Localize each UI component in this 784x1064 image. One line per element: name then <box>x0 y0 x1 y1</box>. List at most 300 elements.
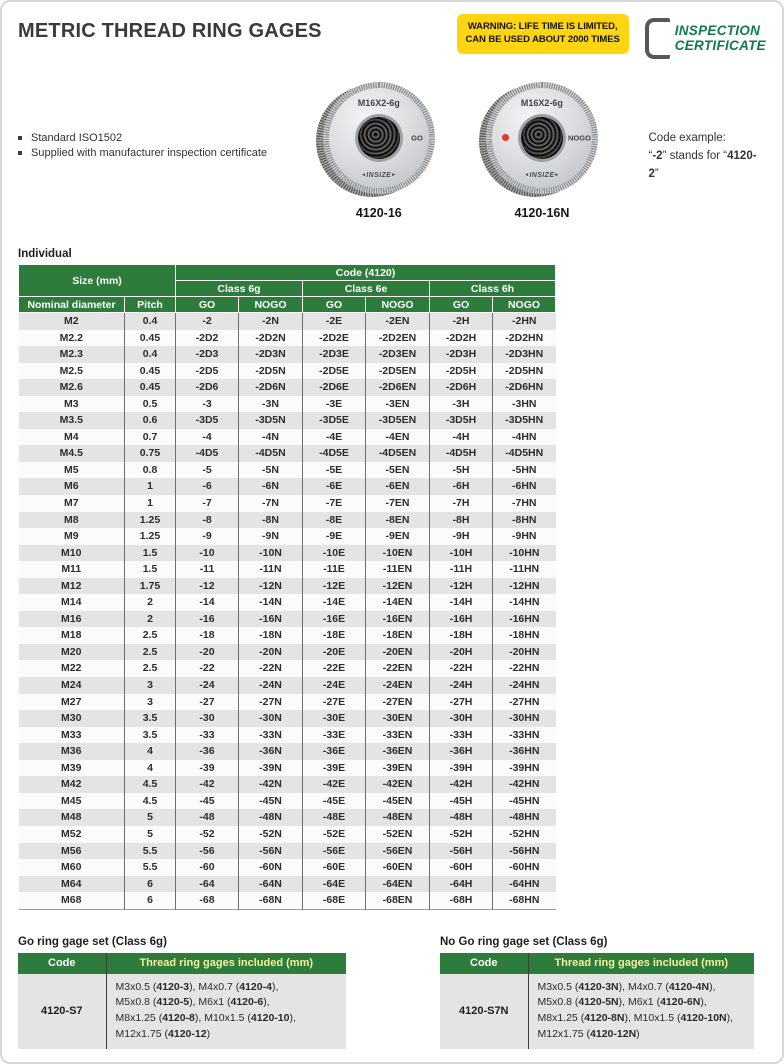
text-fragment: ” <box>654 167 659 180</box>
table-cell: -42E <box>303 776 366 793</box>
nogo-ring-photo <box>486 82 598 194</box>
text-fragment: ), M4x0.7 ( <box>618 980 669 993</box>
text-fragment: ), M4x0.7 ( <box>189 980 240 993</box>
table-cell: -22E <box>303 660 366 677</box>
ring-marking: M16X2-6g <box>520 98 563 108</box>
table-cell: -8E <box>303 512 366 529</box>
table-row <box>19 578 556 595</box>
table-cell: -56EN <box>366 843 430 860</box>
table-cell: -20EN <box>366 644 430 661</box>
table-cell: -8EN <box>366 512 430 529</box>
table-cell: -2D6HN <box>493 379 556 396</box>
table-cell: M45 <box>61 794 82 807</box>
table-cell: -33H <box>430 727 493 744</box>
table-row <box>19 710 556 727</box>
table-cell: -56 <box>176 843 239 860</box>
table-cell: -2D6E <box>303 379 366 396</box>
header-code: Code (4120) <box>176 265 556 281</box>
table-cell: -27HN <box>493 694 556 711</box>
table-cell: -7HN <box>493 495 556 512</box>
table-row <box>19 677 556 694</box>
code-fragment: 4120-12 <box>168 1027 207 1040</box>
table-cell: -22HN <box>493 660 556 677</box>
table-row <box>19 412 556 429</box>
header-right <box>457 14 766 59</box>
table-cell: -10HN <box>493 545 556 562</box>
table-cell: -2N <box>239 313 303 330</box>
table-cell: M14 <box>61 596 82 609</box>
table-cell: -42N <box>239 776 303 793</box>
table-row <box>19 760 556 777</box>
table-cell: M4.5 <box>59 447 83 460</box>
table-cell: -42HN <box>493 776 556 793</box>
table-cell: -68EN <box>366 892 430 909</box>
table-cell: -14N <box>239 594 303 611</box>
red-dot <box>502 134 509 141</box>
table-cell: -20H <box>430 644 493 661</box>
text-fragment: ), M6x1 ( <box>618 996 661 1009</box>
table-cell: -48 <box>176 809 239 826</box>
table-cell: -22H <box>430 660 493 677</box>
code-fragment: 4120-3 <box>156 980 190 993</box>
table-cell: M12 <box>61 579 82 592</box>
table-cell: -7 <box>176 495 239 512</box>
table-cell: -3D5HN <box>493 412 556 429</box>
table-cell: -30E <box>303 710 366 727</box>
table-cell: -2D3 <box>176 346 239 363</box>
table-cell: -68 <box>176 892 239 909</box>
certificate-line-2: CERTIFICATE <box>674 37 766 53</box>
table-cell: -60HN <box>493 859 556 876</box>
ring-caption: 4120-16 <box>355 206 402 220</box>
table-row <box>19 776 556 793</box>
table-cell: -52E <box>303 826 366 843</box>
table-cell: -6N <box>239 478 303 495</box>
table-cell: -9HN <box>493 528 556 545</box>
table-cell: 4 <box>125 743 176 760</box>
table-cell: -48H <box>430 809 493 826</box>
table-row <box>19 363 556 380</box>
table-cell: -11HN <box>493 561 556 578</box>
table-cell: -18H <box>430 627 493 644</box>
certificate-bracket-icon <box>645 18 670 59</box>
table-cell: 0.45 <box>125 363 176 380</box>
table-cell: -68N <box>239 892 303 909</box>
table-cell: -2D6N <box>239 379 303 396</box>
table-cell: -2D5H <box>430 363 493 380</box>
table-row <box>19 528 556 545</box>
table-row <box>19 379 556 396</box>
table-cell: -33 <box>176 727 239 744</box>
table-cell: M60 <box>61 861 82 874</box>
text-fragment: M12x1.75 ( <box>115 1027 169 1040</box>
table-cell: -36HN <box>493 743 556 760</box>
table-cell: -42 <box>176 776 239 793</box>
table-cell: -2D3E <box>303 346 366 363</box>
table-cell: -4H <box>430 429 493 446</box>
table-cell: -6 <box>176 478 239 495</box>
table-cell: -14 <box>176 594 239 611</box>
set-description-line <box>538 995 746 1011</box>
table-cell: -5 <box>176 462 239 479</box>
table-cell: -12E <box>303 578 366 595</box>
text-fragment: ), <box>263 996 270 1009</box>
table-row <box>19 445 556 462</box>
table-cell: -60 <box>176 859 239 876</box>
go-ring-photo <box>323 82 435 194</box>
text-fragment: M12x1.75 ( <box>537 1027 591 1040</box>
table-row <box>19 644 556 661</box>
table-cell: -20N <box>239 644 303 661</box>
table-cell: -5H <box>430 462 493 479</box>
table-cell: -14H <box>430 594 493 611</box>
text-fragment: M8x1.25 ( <box>115 1012 163 1025</box>
table-cell: -2D5N <box>239 363 303 380</box>
table-cell: -4E <box>303 429 366 446</box>
text-fragment: M5x0.8 ( <box>537 996 579 1009</box>
feature-list <box>18 132 284 162</box>
table-cell: M42 <box>61 778 82 791</box>
table-cell: -68E <box>303 892 366 909</box>
table-cell: 5 <box>125 809 176 826</box>
table-cell: -36 <box>176 743 239 760</box>
table-cell: -16HN <box>493 611 556 628</box>
table-cell: -4HN <box>493 429 556 446</box>
table-row <box>19 694 556 711</box>
table-cell: -39HN <box>493 760 556 777</box>
table-cell: 6 <box>125 892 176 909</box>
table-cell: -36N <box>239 743 303 760</box>
table-cell: 2.5 <box>125 627 176 644</box>
table-cell: -33EN <box>366 727 430 744</box>
table-cell: 0.45 <box>125 379 176 396</box>
table-cell: -11 <box>176 561 239 578</box>
table-cell: M7 <box>63 497 79 510</box>
table-cell: M2.6 <box>59 381 83 394</box>
code-fragment: 4120-10 <box>250 1012 290 1025</box>
table-cell: -27 <box>176 694 239 711</box>
table-cell: -39H <box>430 760 493 777</box>
set-header-code: Code <box>18 953 106 974</box>
table-cell: -10EN <box>366 545 430 562</box>
set-description-line <box>116 1011 338 1027</box>
table-cell: -2D2H <box>430 330 493 347</box>
text-fragment: ) <box>636 1027 640 1040</box>
table-cell: 1.25 <box>125 528 176 545</box>
table-cell: -2D5HN <box>493 363 556 380</box>
table-cell: 3 <box>125 694 176 711</box>
table-cell: -20 <box>176 644 239 661</box>
table-cell: -3HN <box>493 396 556 413</box>
nogo-label: NOGO <box>568 133 591 143</box>
table-cell: -18 <box>176 627 239 644</box>
table-cell: -6EN <box>366 478 430 495</box>
table-cell: M30 <box>61 712 82 725</box>
table-cell: -12EN <box>366 578 430 595</box>
table-cell: -12H <box>430 578 493 595</box>
code-fragment: 4120-6 <box>230 996 264 1009</box>
table-cell: -8HN <box>493 512 556 529</box>
table-cell: -8N <box>239 512 303 529</box>
table-cell: -16 <box>176 611 239 628</box>
table-cell: -39E <box>303 760 366 777</box>
table-row <box>19 462 556 479</box>
go-set-block <box>18 936 346 1049</box>
table-cell: M10 <box>61 546 82 559</box>
table-cell: -42H <box>430 776 493 793</box>
table-cell: M8 <box>63 513 79 526</box>
table-cell: -45EN <box>366 793 430 810</box>
table-cell: M18 <box>61 629 82 642</box>
ring-body <box>323 82 435 194</box>
table-cell: 0.7 <box>125 429 176 446</box>
table-cell: M16 <box>61 612 82 625</box>
table-cell: -3D5EN <box>366 412 430 429</box>
table-cell: 3.5 <box>125 727 176 744</box>
table-cell: -30N <box>239 710 303 727</box>
table-row <box>19 809 556 826</box>
table-cell: -16H <box>430 611 493 628</box>
table-cell: -2D6EN <box>366 379 430 396</box>
table-cell: -11EN <box>366 561 430 578</box>
table-cell: -48EN <box>366 809 430 826</box>
go-label: GO <box>411 133 423 143</box>
table-row <box>19 330 556 347</box>
text-fragment: “ <box>648 149 653 162</box>
page-title: METRIC THREAD RING GAGES <box>18 20 322 42</box>
table-cell: -56E <box>303 843 366 860</box>
ring-body <box>486 82 598 194</box>
table-cell: 0.4 <box>125 313 176 330</box>
table-cell: -64HN <box>493 876 556 893</box>
table-cell: -33N <box>239 727 303 744</box>
table-cell: 2.5 <box>125 644 176 661</box>
table-cell: -64H <box>430 876 493 893</box>
code-fragment: -2 <box>652 149 663 162</box>
text-fragment: ), <box>709 980 716 993</box>
table-cell: -6E <box>303 478 366 495</box>
table-cell: -52EN <box>366 826 430 843</box>
table-cell: M5 <box>63 463 79 476</box>
table-cell: -5HN <box>493 462 556 479</box>
text-fragment: ), <box>271 980 279 993</box>
table-row <box>19 892 556 909</box>
table-cell: -3D5H <box>430 412 493 429</box>
table-cell: -2D3HN <box>493 346 556 363</box>
table-cell: -7N <box>239 495 303 512</box>
table-cell: -5EN <box>366 462 430 479</box>
table-cell: 1 <box>125 478 176 495</box>
set-description-line <box>538 1011 746 1027</box>
table-cell: -64N <box>239 876 303 893</box>
table-cell: -33HN <box>493 727 556 744</box>
table-cell: -3 <box>176 396 239 413</box>
table-cell: 1.5 <box>125 561 176 578</box>
table-cell: -45E <box>303 793 366 810</box>
table-row <box>19 594 556 611</box>
set-description-line <box>116 995 338 1011</box>
table-cell: -22EN <box>366 660 430 677</box>
table-cell: M24 <box>61 679 82 692</box>
table-cell: -3EN <box>366 396 430 413</box>
text-fragment: M8x1.25 ( <box>537 1012 585 1025</box>
header-class-6g: Class 6g <box>176 281 303 297</box>
header-size-mm: Size (mm) <box>19 265 176 297</box>
table-cell: -30EN <box>366 710 430 727</box>
table-cell: 0.75 <box>125 445 176 462</box>
nogo-set-block <box>440 936 754 1049</box>
table-cell: M20 <box>61 645 82 658</box>
table-cell: -9N <box>239 528 303 545</box>
table-cell: -52 <box>176 826 239 843</box>
table-cell: -14E <box>303 594 366 611</box>
table-cell: -6HN <box>493 478 556 495</box>
table-cell: -3D5N <box>239 412 303 429</box>
table-cell: -8H <box>430 512 493 529</box>
table-cell: -60E <box>303 859 366 876</box>
table-cell: -2D5E <box>303 363 366 380</box>
table-cell: -39N <box>239 760 303 777</box>
table-cell: -24N <box>239 677 303 694</box>
table-cell: -18HN <box>493 627 556 644</box>
table-cell: -2D5EN <box>366 363 430 380</box>
table-cell: -16EN <box>366 611 430 628</box>
feature-item: Standard ISO1502 <box>18 132 284 144</box>
table-cell: -14HN <box>493 594 556 611</box>
nogo-set-table <box>440 953 754 1049</box>
table-row <box>19 611 556 628</box>
table-cell: -22 <box>176 660 239 677</box>
table-cell: -52H <box>430 826 493 843</box>
table-cell: -36EN <box>366 743 430 760</box>
code-fragment: 4120-4 <box>239 980 272 993</box>
table-row <box>19 743 556 760</box>
text-fragment: M3x0.5 ( <box>537 980 579 993</box>
table-cell: -4D5HN <box>493 445 556 462</box>
table-cell: -7EN <box>366 495 430 512</box>
text-fragment: ” stands for “ <box>662 149 728 162</box>
table-cell: -42EN <box>366 776 430 793</box>
set-description <box>106 974 346 1049</box>
table-cell: -33E <box>303 727 366 744</box>
table-cell: -2D2E <box>303 330 366 347</box>
table-cell: -10N <box>239 545 303 562</box>
table-cell: -6H <box>430 478 493 495</box>
table-cell: -2D6H <box>430 379 493 396</box>
code-fragment: 4120-8 <box>162 1012 195 1025</box>
table-cell: M52 <box>61 827 82 840</box>
code-fragment: 4120-5N <box>578 996 619 1009</box>
header-class-6h: Class 6h <box>430 281 556 297</box>
table-cell: -68H <box>430 892 493 909</box>
table-cell: -10H <box>430 545 493 562</box>
table-cell: 0.8 <box>125 462 176 479</box>
table-cell: 2.5 <box>125 660 176 677</box>
table-cell: 3.5 <box>125 710 176 727</box>
ring-thread-hole <box>358 117 400 159</box>
table-cell: -52N <box>239 826 303 843</box>
table-row <box>19 495 556 512</box>
table-cell: -24EN <box>366 677 430 694</box>
table-row <box>19 660 556 677</box>
table-cell: -2E <box>303 313 366 330</box>
table-cell: -2 <box>176 313 239 330</box>
table-cell: -12 <box>176 578 239 595</box>
table-cell: -2D2EN <box>366 330 430 347</box>
code-fragment: 4120-4N <box>668 980 710 993</box>
table-cell: -4EN <box>366 429 430 446</box>
table-cell: -20HN <box>493 644 556 661</box>
table-cell: -64 <box>176 876 239 893</box>
warning-line-1: WARNING: LIFE TIME IS LIMITED, <box>467 21 618 32</box>
set-description-line <box>538 1027 746 1043</box>
code-fragment: 4120-6N <box>660 996 701 1009</box>
table-cell: -60H <box>430 859 493 876</box>
certificate-line-1: INSPECTION <box>674 22 761 38</box>
table-cell: -2D3EN <box>366 346 430 363</box>
header-nogo: NOGO <box>493 297 556 313</box>
table-row <box>19 545 556 562</box>
header-nogo: NOGO <box>366 297 430 313</box>
table-cell: -9H <box>430 528 493 545</box>
table-cell: -24H <box>430 677 493 694</box>
table-cell: -2D2 <box>176 330 239 347</box>
table-row <box>19 478 556 495</box>
table-cell: 5.5 <box>125 859 176 876</box>
table-cell: -45N <box>239 793 303 810</box>
text-fragment: ), <box>700 996 707 1009</box>
table-cell: M2 <box>63 315 79 327</box>
code-fragment: 4120-8N <box>584 1012 625 1025</box>
code-fragment: 4120-3N <box>578 980 619 993</box>
nogo-ring-figure <box>477 82 606 220</box>
table-cell: -56HN <box>493 843 556 860</box>
table-cell: 3 <box>125 677 176 694</box>
table-cell: -52HN <box>493 826 556 843</box>
set-description-line <box>538 980 746 996</box>
set-code: 4120-S7N <box>440 974 528 1049</box>
table-cell: -9E <box>303 528 366 545</box>
individual-table-body <box>19 313 556 910</box>
table-row <box>19 727 556 744</box>
set-header-code: Code <box>440 953 528 974</box>
table-row <box>19 859 556 876</box>
table-cell: M27 <box>61 695 82 708</box>
set-description <box>528 974 754 1049</box>
table-cell: -68HN <box>493 892 556 909</box>
table-cell: 5.5 <box>125 843 176 860</box>
table-cell: M64 <box>61 877 82 890</box>
table-cell: 0.4 <box>125 346 176 363</box>
table-cell: -60EN <box>366 859 430 876</box>
table-cell: 4 <box>125 760 176 777</box>
header-go: GO <box>176 297 239 313</box>
table-cell: -16E <box>303 611 366 628</box>
table-cell: M2.2 <box>59 331 83 344</box>
code-example-line2 <box>649 148 767 184</box>
table-cell: M3.5 <box>59 414 83 427</box>
code-fragment: 4120-10N <box>680 1012 727 1025</box>
table-cell: -22N <box>239 660 303 677</box>
table-cell: -45H <box>430 793 493 810</box>
table-row <box>19 876 556 893</box>
individual-table <box>18 264 556 910</box>
table-cell: M4 <box>63 430 79 443</box>
table-row <box>19 313 556 330</box>
header-go: GO <box>303 297 366 313</box>
table-cell: 2 <box>125 611 176 628</box>
table-cell: 1.75 <box>125 578 176 595</box>
